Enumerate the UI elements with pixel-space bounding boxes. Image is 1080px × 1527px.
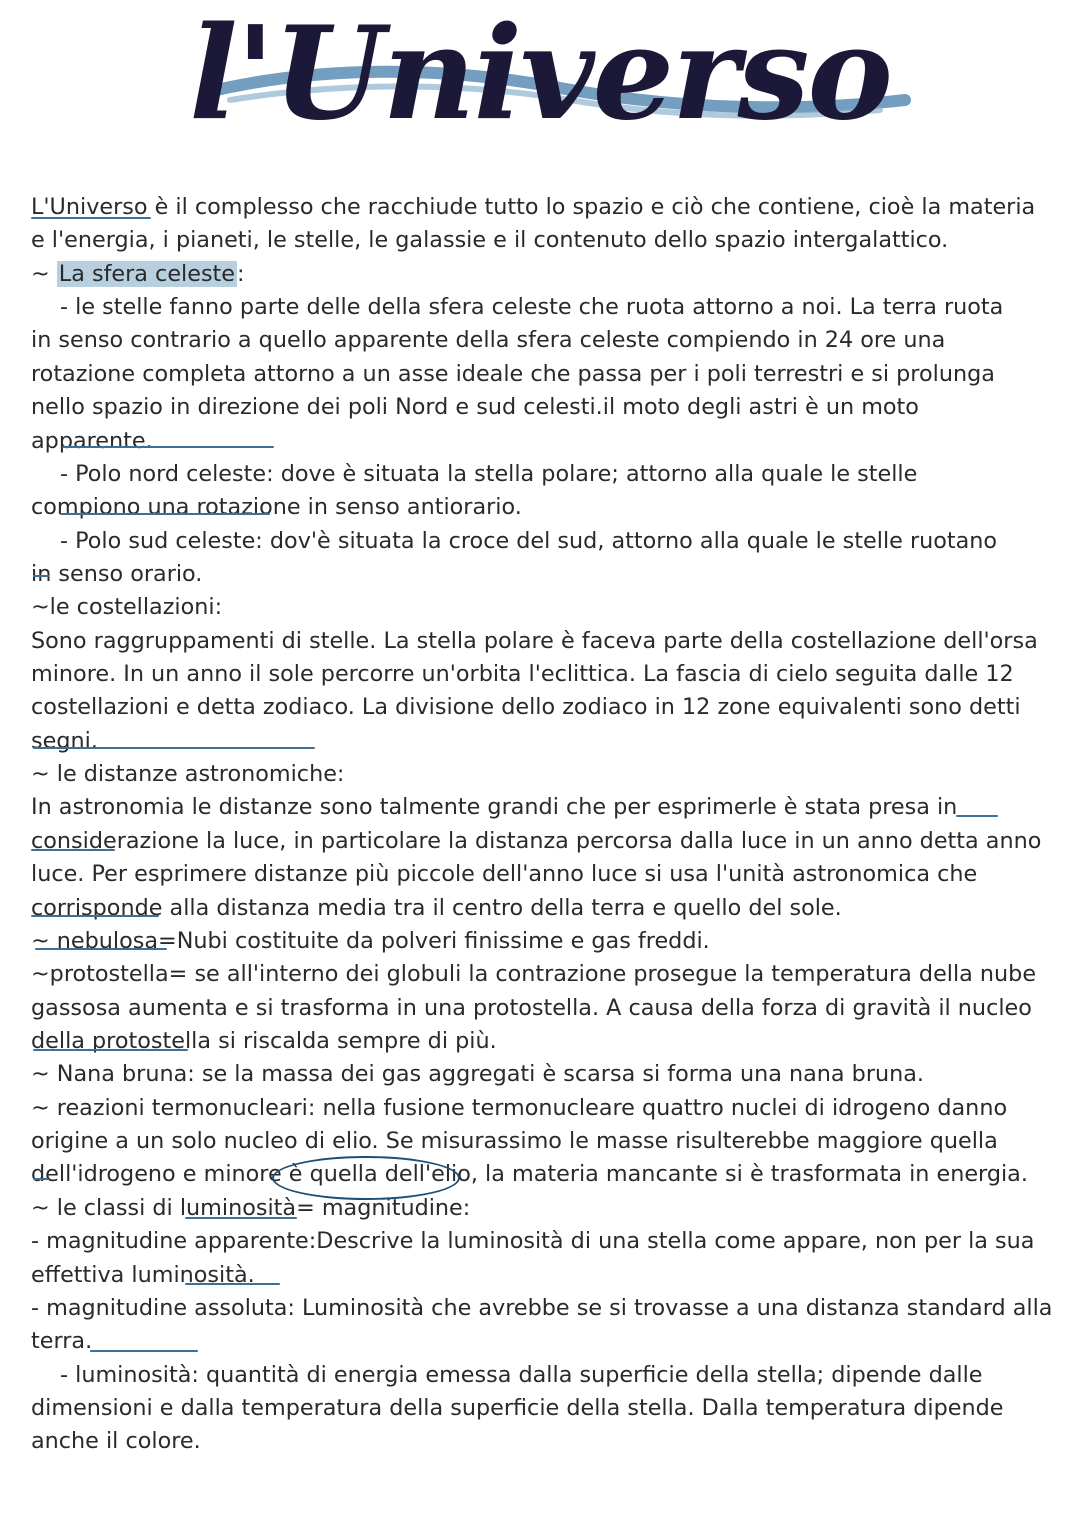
bullet-line: - luminosità: quantità di energia emessa dalla superficie della stella; dipende dalle	[60, 1361, 983, 1388]
annotation-underline	[31, 915, 159, 917]
definition-line: - magnitudine apparente:Descrive la luminosità di una stella come appare, non per la sua	[31, 1228, 1035, 1255]
text-line: origine a un solo nucleo di elio. Se misurassimo le masse risulterebbe maggiore quella	[31, 1128, 998, 1155]
section-heading: ~ le classi di luminosità= magnitudine:	[31, 1194, 471, 1221]
annotation-underline	[33, 747, 315, 749]
text-line: L'Universo è il complesso che racchiude tutto lo spazio e ciò che contiene, cioè la materia	[31, 194, 1036, 220]
bullet-line: - Polo nord celeste: dove è situata la stella polare; attorno alla quale le stelle	[60, 460, 918, 487]
text-line: segni.	[31, 727, 98, 754]
section-heading: ~le costellazioni:	[31, 594, 223, 621]
annotation-underline	[31, 849, 115, 851]
text-line: della protostella si riscalda sempre di più.	[31, 1027, 497, 1054]
text-line: Sono raggruppamenti di stelle. La stella polare è faceva parte della costellazione dell'orsa	[31, 627, 1038, 654]
annotation-underline	[90, 1350, 198, 1352]
text-line: minore. In un anno il sole percorre un'orbita l'eclittica. La fascia di cielo seguita dalle 12	[31, 661, 1014, 688]
text-line: in senso orario.	[31, 560, 203, 587]
annotation-circle	[272, 1156, 460, 1200]
document-body	[31, 191, 1053, 1459]
text-line: gassosa aumenta e si trasforma in una protostella. A causa della forza di gravità il nucleo	[31, 994, 1032, 1021]
annotation-strike	[33, 1178, 49, 1180]
definition-line: ~ Nana bruna: se la massa dei gas aggregati è scarsa si forma una nana bruna.	[31, 1061, 924, 1088]
text-line: considerazione la luce, in particolare la distanza percorsa dalla luce in un anno detta anno	[31, 827, 1042, 854]
title-banner	[0, 0, 1080, 175]
annotation-underline	[185, 1217, 297, 1219]
annotation-underline	[33, 1049, 188, 1051]
text-line: luce. Per esprimere distanze più piccole dell'anno luce si usa l'unità astronomica che	[31, 861, 978, 888]
annotation-strike	[33, 575, 49, 577]
bullet-line: - Polo sud celeste: dov'è situata la croce del sud, attorno alla quale le stelle ruotano	[60, 527, 998, 554]
section-heading-sfera-celeste	[31, 258, 1021, 291]
annotation-underline	[956, 815, 998, 817]
text-line: anche il colore.	[31, 1428, 201, 1455]
text-line: apparente.	[31, 427, 153, 454]
definition-line: ~ reazioni termonucleari: nella fusione termonucleare quattro nuclei di idrogeno danno	[31, 1094, 1008, 1121]
definition-line: ~ nebulosa=Nubi costituite da polveri finissime e gas freddi.	[31, 927, 710, 954]
annotation-underline	[62, 446, 274, 448]
bullet-line: - le stelle fanno parte delle della sfera celeste che ruota attorno a noi. La terra ruota	[60, 294, 1004, 321]
text-line: terra.	[31, 1328, 93, 1355]
text-line: dimensioni e dalla temperatura della superficie della stella. Dalla temperatura dipende	[31, 1394, 1004, 1421]
definition-line: ~protostella= se all'interno dei globuli la contrazione prosegue la temperatura della nube	[31, 961, 1037, 988]
annotation-underline	[185, 1283, 280, 1285]
heading-colon: :	[237, 260, 245, 287]
tilde-prefix: ~	[31, 260, 57, 287]
text-line: In astronomia le distanze sono talmente grandi che per esprimerle è stata presa in	[31, 794, 958, 821]
text-line: e l'energia, i pianeti, le stelle, le galassie e il contenuto dello spazio intergalattico.	[31, 227, 949, 254]
annotation-underline	[35, 948, 167, 950]
text-line: nello spazio in direzione dei poli Nord e sud celesti.il moto degli astri è un moto	[31, 394, 919, 421]
text-line: compiono una rotazione in senso antiorario.	[31, 494, 522, 521]
text-line: rotazione completa attorno a un asse ideale che passa per i poli terrestri e si prolunga	[31, 360, 995, 387]
definition-line: - magnitudine assoluta: Luminosità che avrebbe se si trovasse a una distanza standard alla	[31, 1294, 1053, 1321]
page-title: l'Universo	[189, 0, 891, 149]
highlighted-heading: La sfera celeste	[58, 260, 236, 287]
text-line: dell'idrogeno e minore è quella dell'elio, la materia mancante si è trasformata in energia.	[31, 1161, 1028, 1188]
annotation-underline	[31, 217, 151, 219]
text-line: effettiva luminosità.	[31, 1261, 255, 1288]
text-line: costellazioni e detta zodiaco. La divisione dello zodiaco in 12 zone equivalenti sono detti	[31, 694, 1021, 721]
text-line: corrisponde alla distanza media tra il centro della terra e quello del sole.	[31, 894, 842, 921]
section-heading: ~ le distanze astronomiche:	[31, 761, 345, 788]
text-line: in senso contrario a quello apparente della sfera celeste compiendo in 24 ore una	[31, 327, 946, 354]
annotation-underline	[60, 513, 270, 515]
